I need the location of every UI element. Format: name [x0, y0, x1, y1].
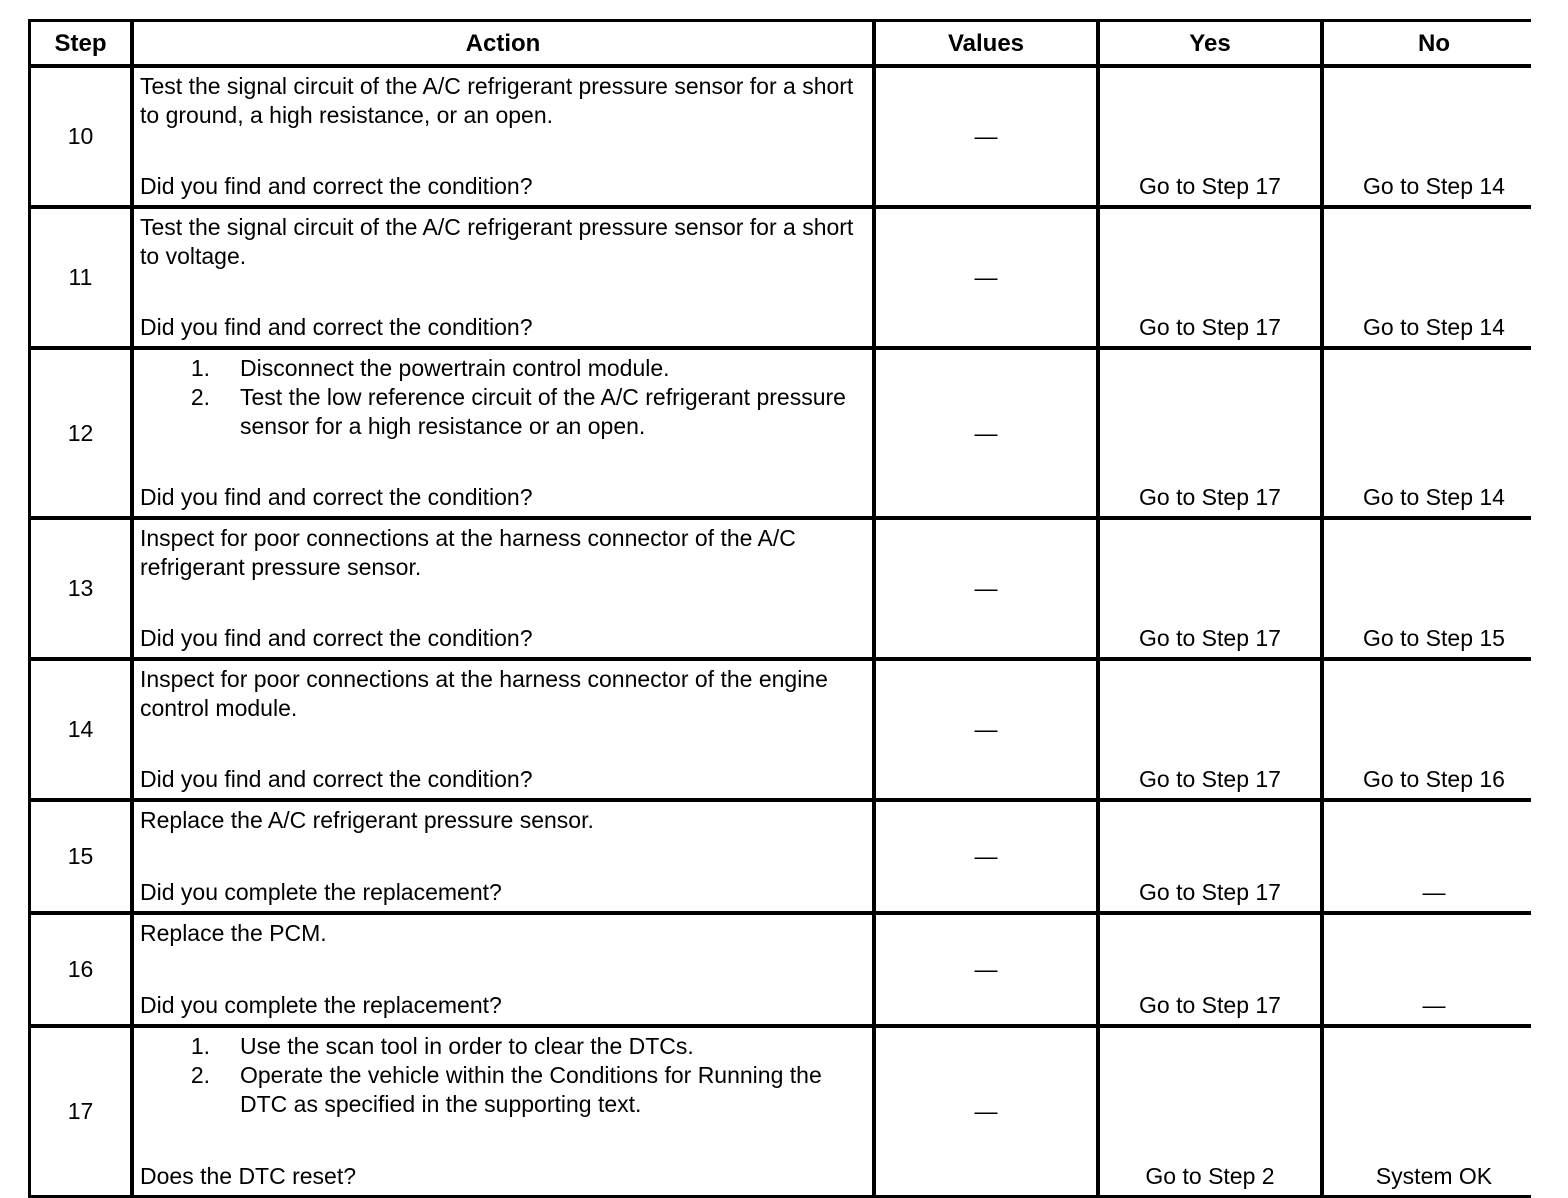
action-question: Did you complete the replacement?: [140, 992, 502, 1018]
action-text: Inspect for poor connections at the harness connector of the engine control module.: [140, 666, 828, 721]
yes-cell: Go to Step 17: [1100, 68, 1320, 205]
values-cell: —: [876, 661, 1096, 798]
yes-cell: Go to Step 2: [1100, 1028, 1320, 1195]
action-question: Did you find and correct the condition?: [140, 625, 533, 651]
values-cell: —: [876, 350, 1096, 516]
values-cell: —: [876, 520, 1096, 657]
action-question: Does the DTC reset?: [140, 1163, 357, 1189]
no-cell: System OK: [1324, 1028, 1544, 1195]
header-values: Values: [876, 22, 1096, 64]
no-cell: Go to Step 14: [1324, 68, 1544, 205]
step-number: 17: [31, 1028, 130, 1195]
action-text: Replace the PCM.: [140, 920, 327, 946]
values-cell: —: [876, 802, 1096, 911]
no-cell: —: [1324, 802, 1544, 911]
list-item: [140, 354, 864, 383]
diagnostic-table: [28, 19, 1531, 1198]
no-cell: Go to Step 15: [1324, 520, 1544, 657]
header-yes: Yes: [1100, 22, 1320, 64]
action-question: Did you complete the replacement?: [140, 879, 502, 905]
values-cell: —: [876, 915, 1096, 1024]
values-cell: —: [876, 209, 1096, 346]
no-cell: —: [1324, 915, 1544, 1024]
action-cell: [134, 802, 872, 911]
action-cell: [134, 520, 872, 657]
yes-cell: Go to Step 17: [1100, 209, 1320, 346]
header-action: Action: [134, 22, 872, 64]
list-number: 2.: [190, 384, 210, 410]
no-cell: Go to Step 14: [1324, 350, 1544, 516]
values-cell: —: [876, 68, 1096, 205]
action-text: Test the signal circuit of the A/C refrigerant pressure sensor for a short to ground, a high resistance, or an open.: [140, 73, 854, 128]
list-number: 2.: [190, 1062, 210, 1088]
values-cell: —: [876, 1028, 1096, 1195]
no-cell: Go to Step 16: [1324, 661, 1544, 798]
list-number: 1.: [190, 1033, 210, 1059]
action-cell: [134, 661, 872, 798]
list-text: Disconnect the powertrain control module.: [240, 355, 670, 381]
action-question: Did you find and correct the condition?: [140, 766, 533, 792]
action-cell: [134, 915, 872, 1024]
list-item: [140, 1032, 864, 1061]
yes-cell: Go to Step 17: [1100, 520, 1320, 657]
step-number: 13: [31, 520, 130, 657]
yes-cell: Go to Step 17: [1100, 661, 1320, 798]
step-number: 15: [31, 802, 130, 911]
step-number: 11: [31, 209, 130, 346]
action-question: Did you find and correct the condition?: [140, 314, 533, 340]
yes-cell: Go to Step 17: [1100, 350, 1320, 516]
action-text: Replace the A/C refrigerant pressure sensor.: [140, 807, 594, 833]
list-text: Use the scan tool in order to clear the DTCs.: [240, 1033, 694, 1059]
list-item: [140, 383, 864, 441]
header-step: Step: [31, 22, 130, 64]
action-cell: [134, 350, 872, 516]
step-number: 16: [31, 915, 130, 1024]
action-cell: [134, 68, 872, 205]
action-list: [140, 1032, 864, 1119]
action-list: [140, 354, 864, 441]
step-number: 10: [31, 68, 130, 205]
action-text: Test the signal circuit of the A/C refrigerant pressure sensor for a short to voltage.: [140, 214, 854, 269]
no-cell: Go to Step 14: [1324, 209, 1544, 346]
list-text: Test the low reference circuit of the A/C refrigerant pressure sensor for a high resistance or an open.: [240, 384, 846, 439]
action-question: Did you find and correct the condition?: [140, 173, 533, 199]
yes-cell: Go to Step 17: [1100, 802, 1320, 911]
action-cell: [134, 209, 872, 346]
list-text: Operate the vehicle within the Conditions for Running the DTC as specified in the supporting text.: [240, 1062, 822, 1117]
action-cell: [134, 1028, 872, 1195]
list-item: [140, 1061, 864, 1119]
step-number: 14: [31, 661, 130, 798]
action-text: Inspect for poor connections at the harness connector of the A/C refrigerant pressure sensor.: [140, 525, 796, 580]
header-no: No: [1324, 22, 1544, 64]
step-number: 12: [31, 350, 130, 516]
yes-cell: Go to Step 17: [1100, 915, 1320, 1024]
action-question: Did you find and correct the condition?: [140, 484, 533, 510]
list-number: 1.: [190, 355, 210, 381]
